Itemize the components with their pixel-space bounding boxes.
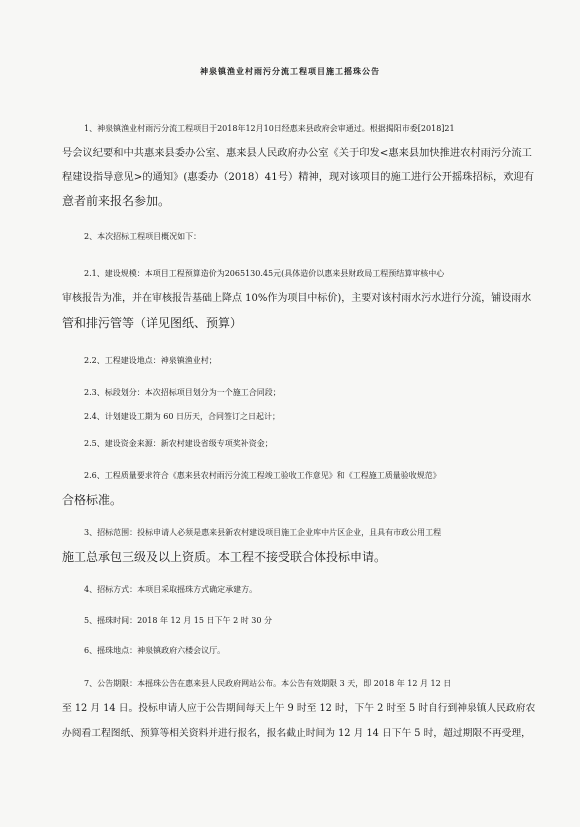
paragraph-line: 4、招标方式：本项目采取摇珠方式确定承建方。	[84, 585, 258, 594]
paragraph-line: 至 12 月 14 日。投标申请人应于公告期间每天上午 9 时至 12 时，下午 2 时至 5 时自行到神泉镇人民政府农	[62, 703, 536, 714]
paragraph-line: 6、摇珠地点：神泉镇政府六楼会议厅。	[84, 646, 226, 655]
paragraph-line: 意者前来报名参加。	[62, 194, 171, 208]
paragraph-line: 2.5、建设资金来源：新农村建设省级专项奖补资金；	[84, 439, 273, 448]
page-title: 神泉镇渔业村雨污分流工程项目施工摇珠公告	[200, 66, 380, 76]
paragraph-line: 2.3、标段划分：本次招标项目划分为一个施工合同段；	[84, 388, 281, 397]
paragraph-line: 施工总承包三级及以上资质。本工程不接受联合体投标申请。	[62, 550, 387, 564]
paragraph-line: 2.1、建设规模：本项目工程预算造价为2065130.45元(具体造价以惠来县财政局工程预结算审核中心	[84, 269, 445, 278]
paragraph-line: 程建设指导意见>的通知》(惠委办（2018）41号）精神，现对该项目的施工进行公开摇珠招标，欢迎有	[62, 171, 534, 183]
paragraph-line: 2.2、工程建设地点：神泉镇渔业村；	[84, 356, 217, 365]
paragraph-line: 合格标准。	[62, 493, 123, 507]
paragraph-line: 2、本次招标工程项目概况如下：	[84, 232, 202, 241]
paragraph-line: 3、招标范围：投标申请人必须是惠来县新农村建设项目施工企业库中片区企业，且具有市政公用工程	[84, 528, 442, 537]
paragraph-line: 7、公告期限：本摇珠公告在惠来县人民政府网站公布。本公告有效期限 3 天，即 2018 年 12 月 12 日	[84, 679, 452, 688]
paragraph-line: 管和排污管等（详见图纸、预算）	[62, 316, 243, 330]
paragraph-line: 号会议纪要和中共惠来县委办公室、惠来县人民政府办公室《关于印发<惠来县加快推进农村雨污分流工	[62, 147, 532, 159]
paragraph-line: 2.4、计划建设工期为 60 日历天，合同签订之日起计；	[84, 412, 280, 421]
paragraph-line: 办阅看工程图纸、预算等相关资料并进行报名，报名截止时间为 12 月 14 日下午 5 时，超过期限不再受理，	[62, 728, 531, 739]
paragraph-line: 1、神泉镇渔业村雨污分流工程项目于2018年12月10日经惠来县政府会审通过。根据揭阳市委[2018]21	[84, 124, 455, 133]
paragraph-line: 2.6、工程质量要求符合《惠来县农村雨污分流工程竣工验收工作意见》和《工程施工质量验收规范》	[84, 471, 441, 480]
paragraph-line: 审核报告为准，并在审核报告基础上降点 10%作为项目中标价)，主要对该村雨水污水进行分流，铺设雨水	[62, 293, 532, 304]
paragraph-line: 5、摇珠时间：2018 年 12 月 15 日下午 2 时 30 分	[84, 616, 272, 625]
